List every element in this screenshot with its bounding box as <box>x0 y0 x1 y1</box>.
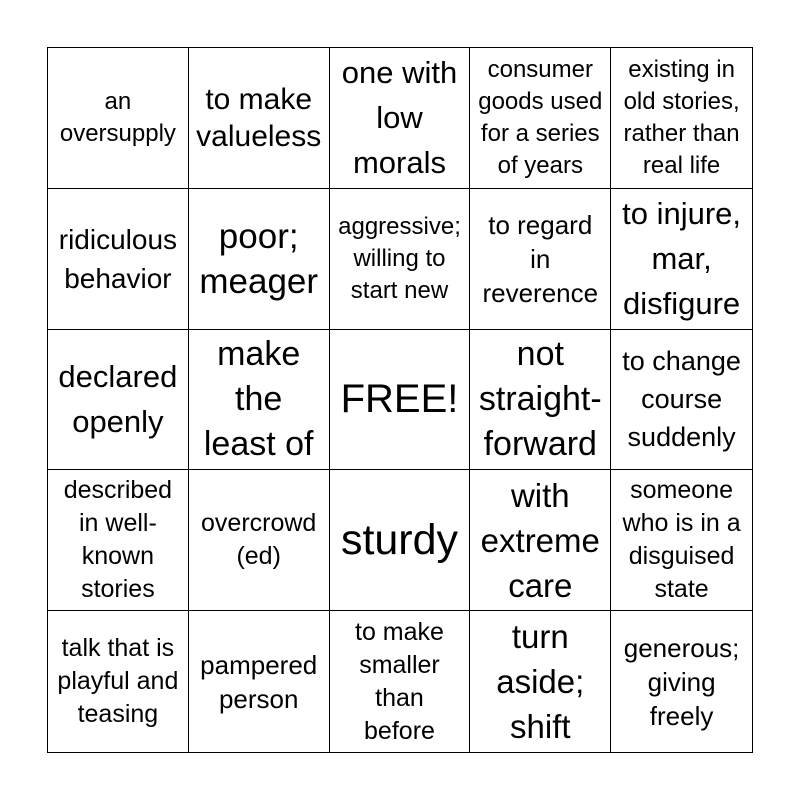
bingo-cell[interactable] <box>470 189 611 330</box>
cell-text: consumer goods used for a series of years <box>478 55 603 179</box>
bingo-cell[interactable] <box>330 611 471 752</box>
bingo-cell[interactable] <box>189 48 330 189</box>
cell-text: generous; giving freely <box>623 632 740 731</box>
bingo-cell[interactable] <box>189 330 330 471</box>
cell-text: aggressive; willing to start new <box>338 212 461 304</box>
bingo-cell[interactable] <box>611 330 752 471</box>
bingo-cell[interactable] <box>470 330 611 471</box>
bingo-cell[interactable] <box>330 189 471 330</box>
bingo-cell[interactable] <box>470 611 611 752</box>
cell-text: to make smaller than before <box>355 617 444 745</box>
bingo-cell[interactable] <box>48 611 189 752</box>
bingo-cell[interactable] <box>470 48 611 189</box>
cell-text: to make valueless <box>196 82 322 153</box>
cell-text: someone who is in a disguised state <box>622 476 741 604</box>
cell-text: declared openly <box>58 359 178 440</box>
bingo-cell[interactable] <box>330 470 471 611</box>
bingo-cell[interactable] <box>611 189 752 330</box>
cell-text: described in well-known stories <box>63 476 173 604</box>
bingo-cell[interactable] <box>611 48 752 189</box>
cell-text: one with low morals <box>341 55 458 181</box>
free-space-text: FREE! <box>340 377 459 422</box>
bingo-cell[interactable] <box>611 611 752 752</box>
bingo-cell[interactable] <box>189 611 330 752</box>
free-space[interactable] <box>330 330 471 471</box>
cell-text: overcrowd (ed) <box>201 509 317 571</box>
cell-text: to injure, mar, disfigure <box>622 196 742 322</box>
bingo-cell[interactable] <box>189 470 330 611</box>
cell-text: ridiculous behavior <box>58 223 178 294</box>
bingo-board <box>47 47 753 753</box>
cell-text: not straight-forward <box>478 334 602 463</box>
cell-text: to regard in reverence <box>482 209 599 308</box>
cell-text: with extreme care <box>480 476 600 604</box>
cell-text: talk that is playful and teasing <box>57 634 179 729</box>
bingo-cell[interactable] <box>189 189 330 330</box>
cell-text: pampered person <box>200 649 318 714</box>
bingo-cell[interactable] <box>48 48 189 189</box>
cell-text: an oversupply <box>59 87 176 147</box>
cell-text: make the least of <box>203 334 314 463</box>
cell-text: existing in old stories, rather than real life <box>623 55 740 179</box>
bingo-cell[interactable] <box>330 48 471 189</box>
bingo-cell[interactable] <box>470 470 611 611</box>
bingo-cell[interactable] <box>48 189 189 330</box>
bingo-cell[interactable] <box>611 470 752 611</box>
bingo-cell[interactable] <box>48 330 189 471</box>
cell-text: turn aside; shift <box>496 618 585 746</box>
cell-text: poor; meager <box>199 216 319 301</box>
cell-text: to change course suddenly <box>622 346 741 453</box>
bingo-cell[interactable] <box>48 470 189 611</box>
cell-text: sturdy <box>340 516 459 565</box>
